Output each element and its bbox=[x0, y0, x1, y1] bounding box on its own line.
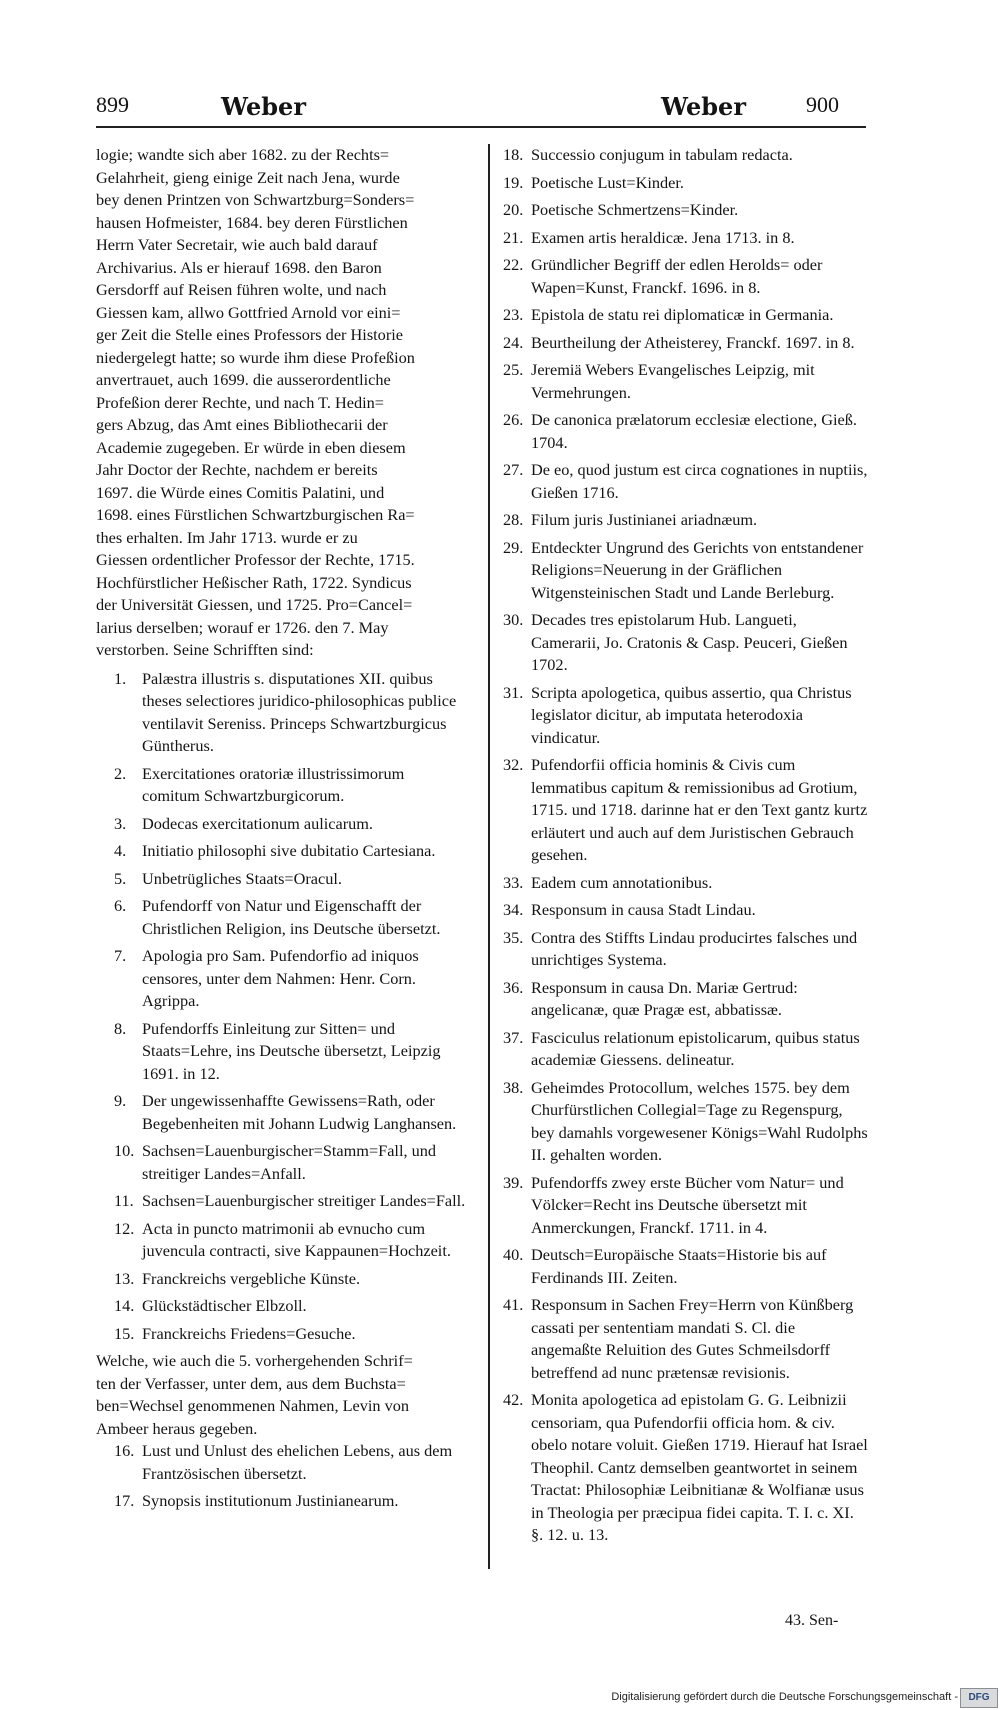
text-line: Welche, wie auch die 5. vorhergehenden Schrif= bbox=[96, 1351, 413, 1370]
text-line: larius derselben; worauf er 1726. den 7. May bbox=[96, 617, 389, 637]
list-item bbox=[96, 1140, 466, 1185]
dfg-logo: DFG bbox=[960, 1688, 998, 1708]
item-text: Acta in puncto matrimonii ab evnucho cum juvencula contracti, sive Kappaunen=Hochzeit. bbox=[142, 1218, 451, 1260]
catchword: 43. Sen- bbox=[785, 1612, 839, 1629]
list-item bbox=[503, 172, 868, 195]
text-line: Academie zugegeben. Er würde in eben diesem bbox=[96, 437, 406, 457]
list-item bbox=[503, 977, 868, 1022]
text-line: Giessen kam, allwo Gottfried Arnold vor eini= bbox=[96, 302, 401, 322]
text-line: logie; wandte sich aber 1682. zu der Rechts= bbox=[96, 145, 390, 164]
text-line: Hochfürstlicher Heßischer Rath, 1722. Syndicus bbox=[96, 572, 412, 592]
item-number: 22. bbox=[503, 255, 524, 274]
item-number: 9. bbox=[114, 1091, 127, 1110]
item-text: Fasciculus relationum epistolicarum, quibus status academiæ Giessens. delineatur. bbox=[531, 1027, 860, 1069]
text-line: niedergelegt hatte; so wurde ihm diese Profeßion bbox=[96, 347, 415, 367]
item-text: Responsum in Sachen Frey=Herrn von Künßberg cassati per sententiam mandati S. Cl. die angemaßte Reluition des Gutes Schmeilsdorff betreffend ad nunc prætensæ revisionis. bbox=[531, 1295, 854, 1382]
list-item bbox=[503, 332, 868, 355]
text-line: 1698. eines Fürstlichen Schwartzburgischen Ra= bbox=[96, 505, 415, 524]
list-item bbox=[503, 1077, 868, 1167]
item-number: 28. bbox=[503, 510, 524, 529]
list-item bbox=[96, 840, 466, 863]
list-item bbox=[96, 1090, 466, 1135]
list-item bbox=[503, 409, 868, 454]
item-number: 34. bbox=[503, 900, 524, 919]
item-number: 27. bbox=[503, 460, 524, 479]
text-line: gers Abzug, das Amt eines Bibliothecarii der bbox=[96, 415, 388, 434]
list-item bbox=[503, 609, 868, 677]
item-number: 17. bbox=[114, 1491, 135, 1510]
item-text: Epistola de statu rei diplomaticæ in Germania. bbox=[531, 305, 834, 324]
item-number: 20. bbox=[503, 200, 524, 219]
item-number: 37. bbox=[503, 1027, 524, 1047]
item-text: Initiatio philosophi sive dubitatio Cartesiana. bbox=[142, 841, 436, 860]
list-item bbox=[96, 868, 466, 891]
text-line: ben=Wechsel genommenen Nahmen, Levin von bbox=[96, 1396, 410, 1415]
item-number: 2. bbox=[114, 763, 127, 783]
item-text: Examen artis heraldicæ. Jena 1713. in 8. bbox=[531, 227, 795, 247]
item-number: 32. bbox=[503, 755, 524, 774]
list-item bbox=[503, 1294, 868, 1384]
right-column bbox=[503, 144, 868, 1552]
list-item bbox=[503, 1027, 868, 1072]
item-text: Unbetrügliches Staats=Oracul. bbox=[142, 868, 342, 888]
item-number: 35. bbox=[503, 927, 524, 947]
list-item bbox=[503, 359, 868, 404]
item-text: Jeremiä Webers Evangelisches Leipzig, mit Vermehrungen. bbox=[531, 360, 815, 402]
list-item bbox=[503, 872, 868, 895]
item-text: Apologia pro Sam. Pufendorfio ad iniquos censores, unter dem Nahmen: Henr. Corn. Agrippa. bbox=[142, 946, 419, 1010]
list-item bbox=[96, 1295, 466, 1318]
item-text: Glückstädtischer Elbzoll. bbox=[142, 1296, 307, 1315]
item-text: Lust und Unlust des ehelichen Lebens, aus dem Frantzösischen übersetzt. bbox=[142, 1441, 453, 1483]
item-number: 15. bbox=[114, 1323, 135, 1343]
running-head-left: Weber bbox=[221, 92, 306, 121]
item-text: Pufendorffs Einleitung zur Sitten= und Staats=Lehre, ins Deutsche übersetzt, Leipzig 1691. in 12. bbox=[142, 1018, 441, 1083]
list-item bbox=[503, 227, 868, 250]
item-number: 7. bbox=[114, 946, 127, 965]
item-number: 38. bbox=[503, 1077, 524, 1097]
column-divider bbox=[488, 144, 490, 1569]
list-item bbox=[503, 144, 868, 167]
item-number: 40. bbox=[503, 1245, 524, 1264]
list-item bbox=[503, 537, 868, 605]
item-number: 21. bbox=[503, 227, 524, 247]
item-text: Responsum in causa Dn. Mariæ Gertrud: angelicanæ, quæ Pragæ est, abbatissæ. bbox=[531, 977, 798, 1019]
list-item bbox=[96, 1018, 466, 1086]
item-text: Decades tres epistolarum Hub. Langueti, Camerarii, Jo. Cratonis & Casp. Peuceri, Gießen 1702. bbox=[531, 610, 848, 674]
text-line: bey denen Printzen von Schwartzburg=Sonders= bbox=[96, 190, 415, 209]
item-number: 10. bbox=[114, 1141, 135, 1160]
text-line: Jahr Doctor der Rechte, nachdem er bereits bbox=[96, 460, 378, 479]
list-item bbox=[503, 927, 868, 972]
text-line: Giessen ordentlicher Professor der Rechte, 1715. bbox=[96, 550, 415, 569]
item-text: Exercitationes oratoriæ illustrissimorum comitum Schwartzburgicorum. bbox=[142, 763, 405, 805]
list-item bbox=[96, 1440, 466, 1485]
text-line: verstorben. Seine Schrifften sind: bbox=[96, 640, 314, 659]
item-number: 18. bbox=[503, 145, 524, 164]
item-text: Gründlicher Begriff der edlen Herolds= oder Wapen=Kunst, Franckf. 1696. in 8. bbox=[531, 255, 823, 297]
works-list-right bbox=[503, 144, 868, 1547]
item-text: Pufendorffs zwey erste Bücher vom Natur= und Völcker=Recht ins Deutsche übersetzt mit Anmerckungen, Franckf. 1711. in 4. bbox=[531, 1172, 844, 1237]
item-number: 42. bbox=[503, 1390, 524, 1409]
running-head-right: Weber bbox=[661, 92, 746, 121]
page-number-left: 899 bbox=[96, 92, 129, 117]
item-number: 33. bbox=[503, 872, 524, 892]
item-text: Sachsen=Lauenburgischer streitiger Landes=Fall. bbox=[142, 1191, 466, 1210]
item-text: Pufendorfii officia hominis & Civis cum lemmatibus capitum & remissionibus ad Grotium, 1715. und 1718. darinne hat er den Text gantz kurtz erläutert und auch auf dem Juristischen Gebrauch gesehen. bbox=[531, 755, 868, 864]
item-text: Successio conjugum in tabulam redacta. bbox=[531, 145, 793, 164]
item-number: 12. bbox=[114, 1218, 135, 1238]
list-item bbox=[96, 763, 466, 808]
left-column bbox=[96, 144, 466, 1518]
list-item bbox=[503, 1172, 868, 1240]
item-text: Geheimdes Protocollum, welches 1575. bey dem Churfürstlichen Collegial=Tage zu Regenspurg, bey damahls vorgewesener Königs=Wahl Rudolphs II. gehalten worden. bbox=[531, 1077, 868, 1164]
text-line: anvertrauet, auch 1699. die ausserordentliche bbox=[96, 370, 391, 389]
item-number: 26. bbox=[503, 410, 524, 429]
page-header bbox=[96, 92, 866, 132]
item-text: Eadem cum annotationibus. bbox=[531, 872, 713, 892]
footer-credit: Digitalisierung gefördert durch die Deutsche Forschungsgemeinschaft - bbox=[611, 1691, 958, 1703]
list-item bbox=[96, 813, 466, 836]
text-line: 1697. die Würde eines Comitis Palatini, und bbox=[96, 482, 385, 502]
item-text: Deutsch=Europäische Staats=Historie bis auf Ferdinands III. Zeiten. bbox=[531, 1245, 827, 1287]
item-text: Franckreichs vergebliche Künste. bbox=[142, 1268, 361, 1288]
list-item bbox=[503, 254, 868, 299]
item-text: De canonica prælatorum ecclesiæ electione, Gieß. 1704. bbox=[531, 410, 857, 452]
header-rule bbox=[96, 126, 866, 128]
item-text: Synopsis institutionum Justinianearum. bbox=[142, 1491, 399, 1510]
item-text: Monita apologetica ad epistolam G. G. Leibnizii censoriam, qua Pufendorfii officia hom. & civ. obelo notare voluit. Gießen 1719. Hierauf hat Israel Theophil. Cantz demselben geantwortet in seinem Tractat: Philosophiæ Leibnitianæ & Wolfianæ usus in Theologia per præcipua fidei capita. T. I. c. XI. §. 12. u. 13. bbox=[531, 1390, 868, 1544]
item-text: Dodecas exercitationum aulicarum. bbox=[142, 813, 374, 833]
digitization-footer bbox=[535, 1686, 1000, 1710]
list-item bbox=[96, 1190, 466, 1213]
text-line: ten der Verfasser, unter dem, aus dem Buchsta= bbox=[96, 1373, 406, 1393]
item-number: 23. bbox=[503, 305, 524, 324]
list-item bbox=[96, 668, 466, 758]
biography-paragraph bbox=[96, 144, 466, 662]
item-number: 11. bbox=[114, 1191, 134, 1210]
list-item bbox=[503, 754, 868, 867]
item-number: 13. bbox=[114, 1268, 135, 1288]
item-number: 6. bbox=[114, 896, 127, 915]
item-text: Responsum in causa Stadt Lindau. bbox=[531, 900, 756, 919]
text-line: Profeßion derer Rechte, und nach T. Hedin= bbox=[96, 392, 384, 412]
item-number: 16. bbox=[114, 1441, 135, 1460]
item-text: Scripta apologetica, quibus assertio, qua Christus legislator dicitur, ab imputata heterodoxia vindicatur. bbox=[531, 682, 852, 747]
item-number: 19. bbox=[503, 172, 524, 192]
list-item bbox=[96, 1218, 466, 1263]
item-number: 30. bbox=[503, 610, 524, 629]
item-number: 14. bbox=[114, 1296, 135, 1315]
text-line: Herrn Vater Secretair, wie auch bald darauf bbox=[96, 235, 378, 254]
list-item bbox=[96, 945, 466, 1013]
works-list-left bbox=[96, 668, 466, 1346]
item-number: 29. bbox=[503, 537, 524, 557]
item-text: Entdeckter Ungrund des Gerichts von entstandener Religions=Neuerung in der Gräflichen Witgensteinischen Stadt und Lande Berleburg. bbox=[531, 537, 864, 602]
text-line: Archivarius. Als er hierauf 1698. den Baron bbox=[96, 257, 382, 277]
list-item bbox=[503, 1244, 868, 1289]
list-item bbox=[96, 1323, 466, 1346]
list-item bbox=[96, 1490, 466, 1513]
item-number: 25. bbox=[503, 360, 524, 379]
item-text: Beurtheilung der Atheisterey, Franckf. 1697. in 8. bbox=[531, 332, 855, 352]
item-text: Poetische Schmertzens=Kinder. bbox=[531, 200, 739, 219]
closing-paragraph bbox=[96, 1350, 466, 1440]
item-text: Sachsen=Lauenburgischer=Stamm=Fall, und streitiger Landes=Anfall. bbox=[142, 1141, 437, 1183]
item-number: 5. bbox=[114, 868, 127, 888]
text-line: der Universität Giessen, und 1725. Pro=Cancel= bbox=[96, 595, 413, 614]
item-text: De eo, quod justum est circa cognationes in nuptiis, Gießen 1716. bbox=[531, 460, 868, 502]
list-item bbox=[96, 895, 466, 940]
list-item bbox=[503, 304, 868, 327]
list-item bbox=[503, 509, 868, 532]
text-line: ger Zeit die Stelle eines Professors der Historie bbox=[96, 325, 403, 344]
item-text: Poetische Lust=Kinder. bbox=[531, 172, 684, 192]
works-list-left-tail bbox=[96, 1440, 466, 1513]
item-number: 39. bbox=[503, 1172, 524, 1192]
list-item bbox=[503, 459, 868, 504]
item-number: 3. bbox=[114, 813, 127, 833]
item-number: 1. bbox=[114, 668, 127, 688]
item-number: 24. bbox=[503, 332, 524, 352]
text-line: Ambeer heraus gegeben. bbox=[96, 1418, 258, 1438]
item-number: 41. bbox=[503, 1295, 524, 1314]
list-item bbox=[503, 1389, 868, 1547]
list-item bbox=[503, 899, 868, 922]
list-item bbox=[503, 682, 868, 750]
list-item bbox=[96, 1268, 466, 1291]
item-text: Franckreichs Friedens=Gesuche. bbox=[142, 1323, 356, 1343]
item-text: Contra des Stiffts Lindau producirtes falsches und unrichtiges Systema. bbox=[531, 927, 858, 969]
item-text: Der ungewissenhaffte Gewissens=Rath, oder Begebenheiten mit Johann Ludwig Langhansen. bbox=[142, 1091, 457, 1133]
item-number: 36. bbox=[503, 977, 524, 997]
item-number: 8. bbox=[114, 1018, 127, 1038]
item-number: 31. bbox=[503, 682, 524, 702]
item-text: Palæstra illustris s. disputationes XII. quibus theses selectiores juridico-philosophicas publice ventilavit Sereniss. Princeps Schwartzburgicus Güntherus. bbox=[142, 668, 457, 755]
item-text: Filum juris Justinianei ariadnæum. bbox=[531, 510, 758, 529]
item-number: 4. bbox=[114, 841, 127, 860]
list-item bbox=[503, 199, 868, 222]
page-number-right: 900 bbox=[806, 92, 839, 117]
text-line: Gelahrheit, gieng einige Zeit nach Jena, wurde bbox=[96, 167, 400, 187]
text-line: thes erhalten. Im Jahr 1713. wurde er zu bbox=[96, 527, 358, 547]
text-line: hausen Hofmeister, 1684. bey deren Fürstlichen bbox=[96, 212, 408, 232]
item-text: Pufendorff von Natur und Eigenschafft der Christlichen Religion, ins Deutsche übersetzt. bbox=[142, 896, 441, 938]
text-line: Gersdorff auf Reisen führen wolte, und nach bbox=[96, 280, 387, 299]
